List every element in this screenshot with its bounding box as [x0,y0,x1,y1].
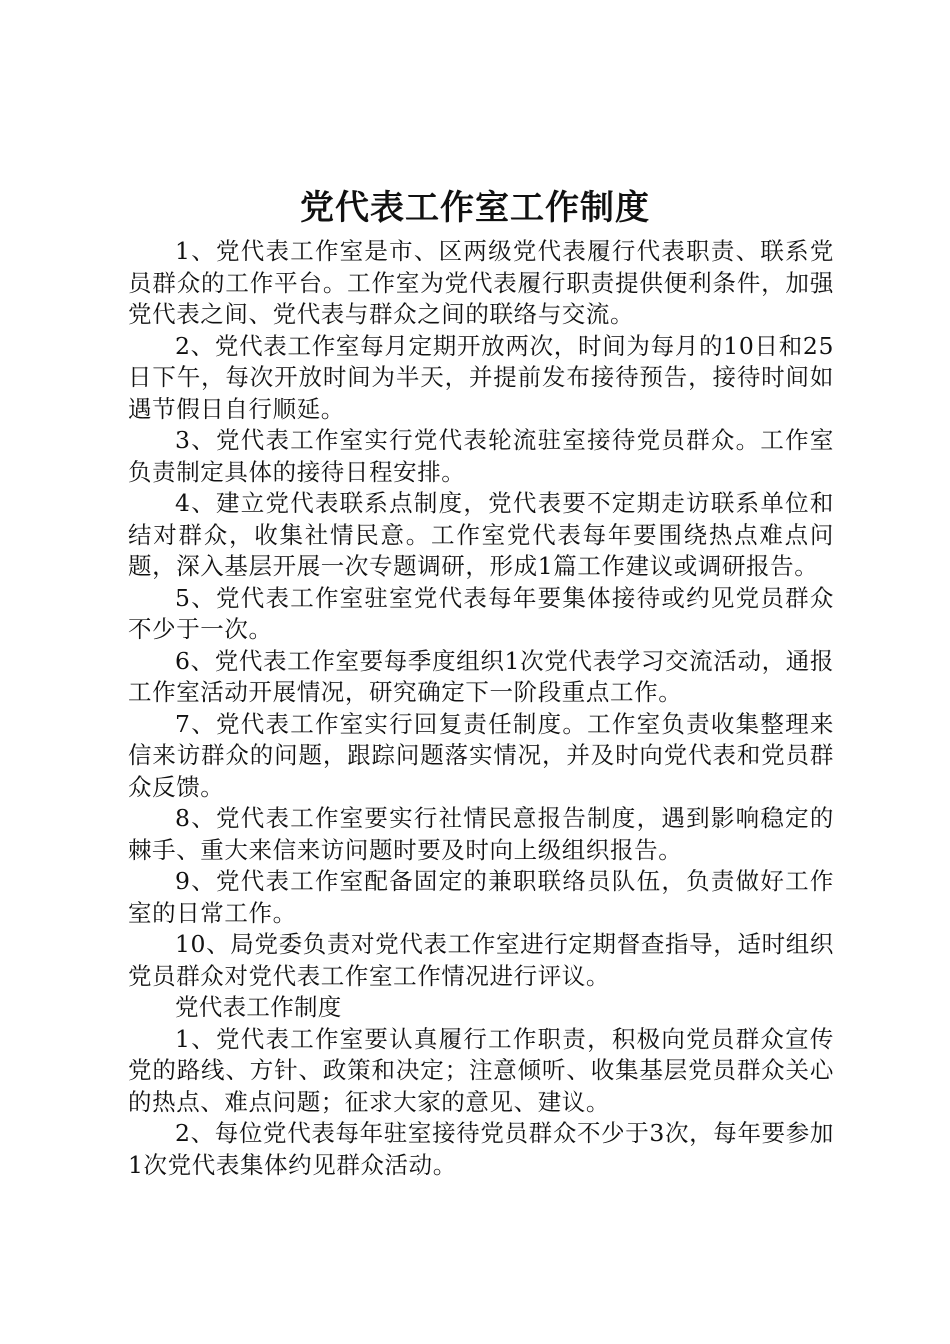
paragraph-4: 4、建立党代表联系点制度，党代表要不定期走访联系单位和结对群众，收集社情民意。工作室党代表每年要围绕热点难点问题，深入基层开展一次专题调研，形成1篇工作建议或调研报告。 [128,489,834,580]
paragraph-5: 5、党代表工作室驻室党代表每年要集体接待或约见党员群众不少于一次。 [128,583,834,643]
paragraph-6: 6、党代表工作室要每季度组织1次党代表学习交流活动，通报工作室活动开展情况，研究确定下一阶段重点工作。 [128,646,834,706]
paragraph-8: 8、党代表工作室要实行社情民意报告制度，遇到影响稳定的棘手、重大来信来访问题时要及时向上级组织报告。 [128,804,834,864]
paragraph-9: 9、党代表工作室配备固定的兼职联络员队伍，负责做好工作室的日常工作。 [128,867,834,927]
paragraph-10: 10、局党委负责对党代表工作室进行定期督查指导，适时组织党员群众对党代表工作室工作情况进行评议。 [128,930,834,990]
paragraph-2: 2、党代表工作室每月定期开放两次，时间为每月的10日和25日下午，每次开放时间为半天，并提前发布接待预告，接待时间如遇节假日自行顺延。 [128,331,834,423]
paragraph-1: 1、党代表工作室是市、区两级党代表履行代表职责、联系党员群众的工作平台。工作室为党代表履行职责提供便利条件，加强党代表之间、党代表与群众之间的联络与交流。 [128,237,834,328]
paragraph-3: 3、党代表工作室实行党代表轮流驻室接待党员群众。工作室负责制定具体的接待日程安排。 [128,426,834,486]
document-title: 党代表工作室工作制度 [300,188,650,228]
section2-paragraph-1: 1、党代表工作室要认真履行工作职责，积极向党员群众宣传党的路线、方针、政策和决定；注意倾听、收集基层党员群众关心的热点、难点问题；征求大家的意见、建议。 [128,1024,834,1116]
section2-paragraph-2: 2、每位党代表每年驻室接待党员群众不少于3次，每年要参加1次党代表集体约见群众活动。 [128,1119,834,1179]
paragraph-7: 7、党代表工作室实行回复责任制度。工作室负责收集整理来信来访群众的问题，跟踪问题落实情况，并及时向党代表和党员群众反馈。 [128,709,834,801]
section-heading: 党代表工作制度 [175,993,342,1021]
document-body [128,236,834,1181]
